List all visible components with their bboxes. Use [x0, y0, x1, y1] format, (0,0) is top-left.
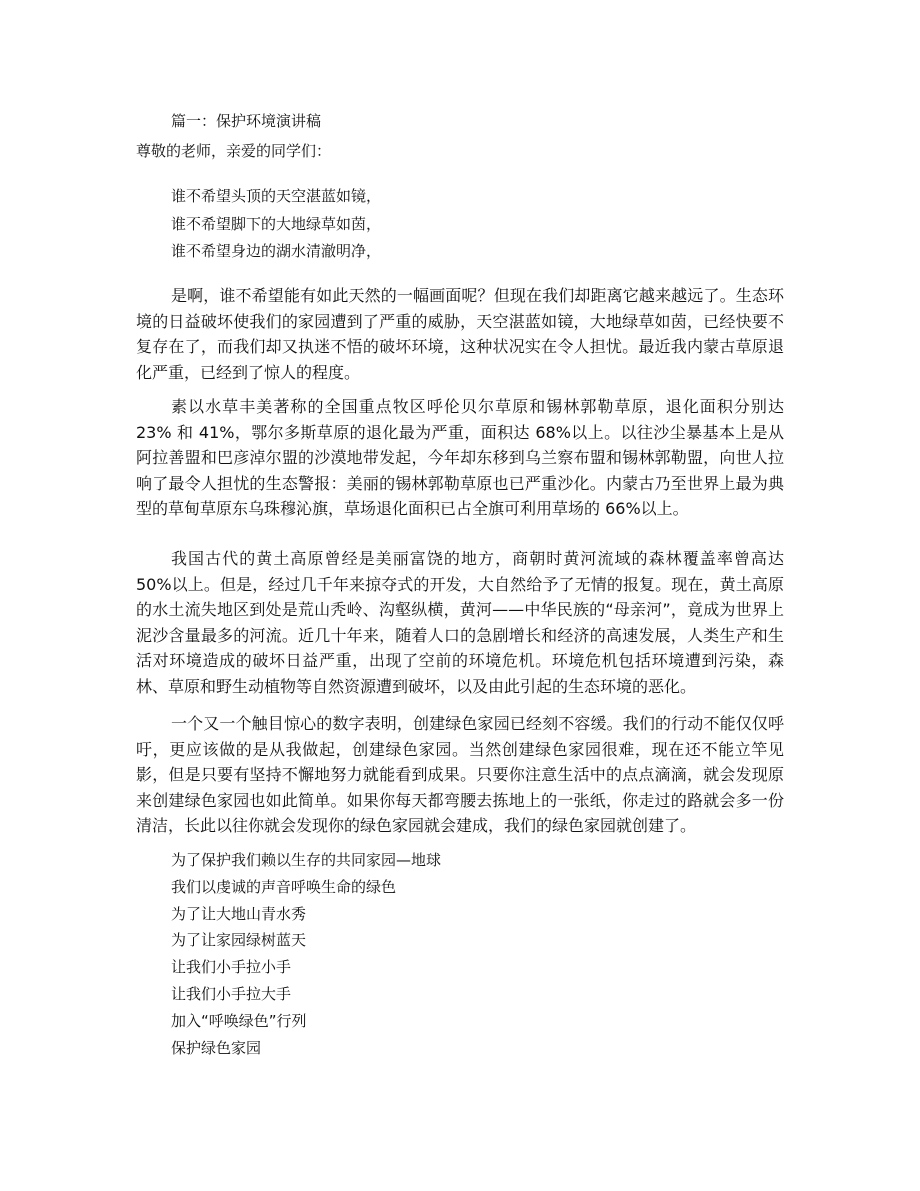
salutation: 尊敬的老师，亲爱的同学们： — [136, 142, 332, 160]
poem-line: 为了保护我们赖以生存的共同家园—地球 — [171, 851, 442, 869]
poem-line: 让我们小手拉大手 — [171, 984, 292, 1003]
body-paragraph: 我国古代的黄土高原曾经是美丽富饶的地方，商朝时黄河流域的森林覆盖率曾高达 50%以上。但是，经过几千年来掠夺式的开发，大自然给予了无情的报复。现在，黄土高原的水土流失地区到处是荒山秃岭、沟壑纵横，黄河——中华民族的“母亲河”，竟成为世界上泥沙含量最多的河流。近几十年来，随着人口的急剧增长和经济的高速发展，人类生产和生活对环境造成的破坏日益严重，出现了空前的环境危机。环境危机包括环境遭到污染，森林、草原和野生动植物等自然资源遭到破坏，以及由此引起的生态环境的恶化。 — [136, 549, 784, 696]
document-title: 篇一：保护环境演讲稿 — [171, 112, 322, 130]
poem-line: 加入“呼唤绿色”行列 — [171, 1011, 307, 1030]
closing-poem — [171, 847, 441, 1061]
poem-line: 让我们小手拉小手 — [171, 958, 292, 977]
opening-verse: 谁不希望脚下的大地绿草如茵， — [171, 215, 382, 233]
opening-verse: 谁不希望身边的湖水清澈明净， — [171, 242, 382, 260]
body-paragraph: 一个又一个触目惊心的数字表明，创建绿色家园已经刻不容缓。我们的行动不能仅仅呼吁，更应该做的是从我做起，创建绿色家园。当然创建绿色家园很难，现在还不能立竿见影，但是只要有坚持不懈地努力就能看到成果。只要你注意生活中的点点滴滴，就会发现原来创建绿色家园也如此简单。如果你每天都弯腰去拣地上的一张纸，你走过的路就会多一份清洁，长此以往你就会发现你的绿色家园就会建成，我们的绿色家园就创建了。 — [136, 714, 784, 835]
body-paragraph: 素以水草丰美著称的全国重点牧区呼伦贝尔草原和锡林郭勒草原，退化面积分别达 23% 和 41%，鄂尔多斯草原的退化最为严重，面积达 68%以上。以往沙尘暴基本上是从阿拉善盟和巴彦淖尔盟的沙漠地带发起，今年却东移到乌兰察布盟和锡林郭勒盟，向世人拉响了最令人担忧的生态警报：美丽的锡林郭勒草原也已严重沙化。内蒙古乃至世界上最为典型的草甸草原东乌珠穆沁旗，草场退化面积已占全旗可利用草场的 66%以上。 — [136, 397, 784, 518]
poem-line: 保护绿色家园 — [171, 1038, 262, 1057]
body-paragraph: 是啊，谁不希望能有如此天然的一幅画面呢？但现在我们却距离它越来越远了。生态环境的日益破坏使我们的家园遭到了严重的威胁，天空湛蓝如镜，大地绿草如茵，已经快要不复存在了，而我们却又执迷不悟的破坏环境，这种状况实在令人担忧。最近我内蒙古草原退化严重，已经到了惊人的程度。 — [136, 286, 784, 382]
poem-line: 为了让大地山青水秀 — [171, 904, 307, 923]
poem-line: 为了让家园绿树蓝天 — [171, 931, 307, 950]
poem-line: 我们以虔诚的声音呼唤生命的绿色 — [171, 877, 397, 896]
opening-verse: 谁不希望头顶的天空湛蓝如镜， — [171, 187, 382, 205]
